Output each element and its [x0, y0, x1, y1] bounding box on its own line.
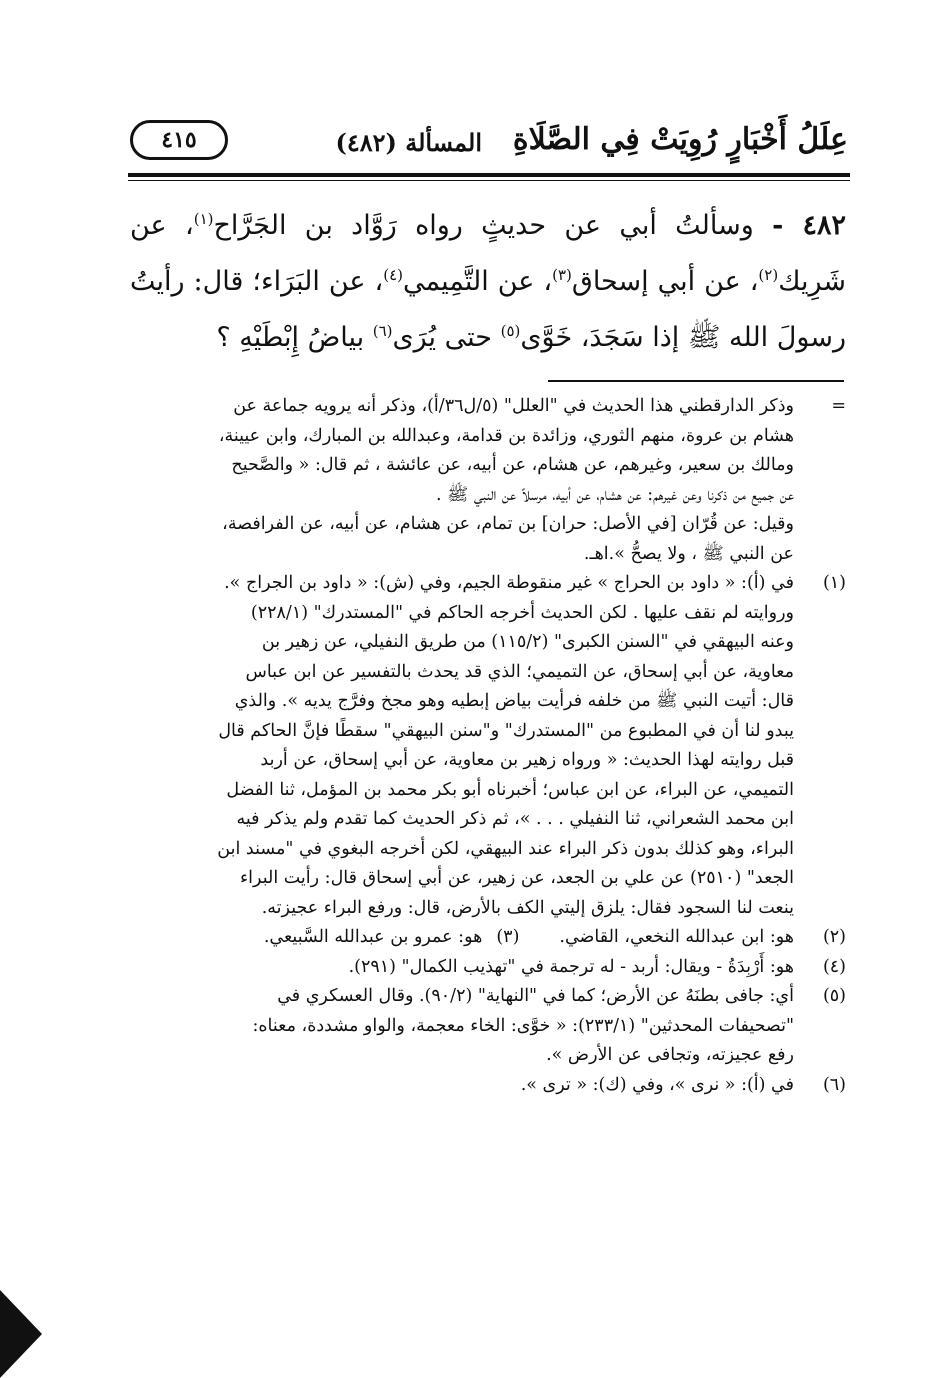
footnote-line: عن النبي ﷺ ، ولا يصحُّ ».اهـ. — [583, 543, 794, 564]
footnote-line: معاوية، عن أبي إسحاق، عن التميمي؛ الذي قد يحدث بالتفسير عن ابن عباس — [245, 661, 794, 682]
footnote-1 — [134, 569, 846, 923]
footnote-line: وعنه البيهقي في "السنن الكبرى" (١١٥/٢) من طريق النفيلي، عن زهير بن — [261, 632, 794, 652]
main-segment: ، عن شَرِيك — [130, 210, 846, 297]
main-text — [130, 198, 846, 366]
page-header — [128, 118, 848, 170]
footnote-line: عن جميع من ذكرنا وعن غيرهم: عن هشام، عن أبيه، مرسلاً عن النبي ﷺ . — [435, 484, 794, 505]
footnote-ref[interactable]: (٢) — [758, 266, 779, 284]
footnote-ref[interactable]: (٤) — [383, 266, 404, 284]
footnote-line: في (أ): « نرى »، وفي (ك): « ترى ». — [520, 1074, 794, 1095]
footnote-3 — [264, 923, 520, 953]
footnote-marker: (١) — [822, 573, 846, 593]
footnote-line: قبل روايته لهذا الحديث: « ورواه زهير بن معاوية، عن أبي إسحاق، عن أربد — [260, 750, 794, 770]
main-segment: ، عن التَّمِيمي — [403, 266, 553, 297]
footnote-line: "تصحيفات المحدثين" (٢٣٣/١): « خوَّى: الخاء معجمة، والواو مشددة، معناه: — [252, 1015, 794, 1036]
footnote-2-3 — [134, 923, 846, 953]
footnote-2-text: هو: ابن عبدالله النخعي، القاضي. — [559, 927, 794, 947]
footnote-line: هشام بن عروة، منهم الثوري، وزائدة بن قدامة، وعبدالله بن المبارك، وابن عيينة، — [218, 425, 794, 446]
footnote-line: ومالك بن سعير، وغيرهم، عن هشام، عن أبيه، عن عائشة ، ثم قال: « والصَّحيح — [231, 455, 794, 475]
footnote-marker: = — [831, 396, 846, 416]
main-segment: وسألتُ أبي عن حديثٍ رواه رَوَّاد بن الجَرَّاح — [213, 210, 754, 241]
footnote-separator — [548, 380, 844, 382]
footnote-continuation — [134, 392, 846, 569]
footnote-ref[interactable]: (٥) — [500, 322, 521, 340]
footnote-6 — [134, 1071, 846, 1101]
footnote-ref[interactable]: (١) — [193, 210, 214, 228]
main-segment: ، عن البَرَاء؛ قال: رأيتُ رسولَ الله ﷺ إذا سَجَدَ، خَوَّى — [130, 266, 846, 353]
footnote-line: وقيل: عن قُرّان [في الأصل: حران] بن تمام، عن هشام، عن أبيه، عن الفرافصة، — [222, 514, 794, 534]
footnote-line: ابن محمد الشعراني، ثنا النفيلي . . . »، ثم ذكر الحديث كما تقدم ولم يذكر فيه — [236, 809, 794, 829]
page-corner-arrow-icon — [0, 1290, 42, 1378]
footnote-line: وروايته لم نقف عليها . لكن الحديث أخرجه الحاكم في "المستدرك" (٢٢٨/١) — [250, 602, 794, 623]
footnote-line: البراء، وهو كذلك بدون ذكر البراء عند البيهقي، لكن أخرجه البغوي في "مسند ابن — [217, 838, 794, 859]
footnote-ref[interactable]: (٦) — [372, 322, 393, 340]
main-segment: بياضُ إِبْطَيْهِ ؟ — [216, 322, 373, 353]
footnote-4 — [134, 953, 846, 983]
footnote-line: الجعد" (٢٥١٠) عن علي بن الجعد، عن زهير، عن أبي إسحاق قال: رأيت البراء — [239, 868, 794, 888]
footnote-marker: (٢) — [822, 927, 846, 947]
footnote-marker: (٤) — [822, 956, 846, 977]
footnote-line: يبدو لنا أن في المطبوع من "المستدرك" و"سنن البيهقي" سقطًا فإنَّ الحاكم قال — [218, 720, 794, 741]
book-title: عِلَلُ أَخْبَارٍ رُوِيَتْ فِي الصَّلَاةِ — [512, 122, 848, 157]
footnote-line: التميمي، عن البراء، عن ابن عباس؛ أخبرناه أبو بكر محمد بن المؤمل، ثنا الفضل — [226, 779, 794, 800]
footnote-line: ينعت لنا السجود فقال: يلزق إليتي الكف بالأرض، قال: ورفع البراء عجيزته. — [261, 897, 794, 918]
footnote-ref[interactable]: (٣) — [552, 266, 572, 284]
footnote-3-text: هو: عمرو بن عبدالله السَّبيعي. — [263, 927, 483, 947]
main-segment: ، عن أبي إسحاق — [571, 266, 759, 297]
footnote-line: أي: جافى بطنَهُ عن الأرض؛ كما في "النهاية" (٩٠/٢). وقال العسكري في — [277, 986, 794, 1006]
issue-number: ٤٨٢ - — [772, 210, 846, 241]
footnote-marker: (٥) — [822, 986, 846, 1006]
footnote-line: في (أ): « داود بن الحراج » غير منقوطة الجيم، وفي (ش): « داود بن الجراج ». — [224, 573, 794, 593]
page-number-badge: ٤١٥ — [130, 120, 228, 160]
footnote-line: هو: أَرْبِدَةُ - ويقال: أربد - له ترجمة في "تهذيب الكمال" (٢٩١). — [348, 956, 794, 977]
footnotes — [134, 392, 846, 1100]
footnote-line: قال: أتيت النبي ﷺ من خلفه فرأيت بياض إبطيه وهو مجخ وفرَّج يديه ». والذي — [234, 691, 794, 711]
header-rule-thin — [128, 180, 850, 181]
footnote-line: وذكر الدارقطني هذا الحديث في "العلل" (٥/ل٣٦/أ)، وذكر أنه يرويه جماعة عن — [233, 396, 794, 416]
footnote-line: رفع عجيزته، وتجافى عن الأرض ». — [546, 1045, 794, 1065]
issue-label: المسألة (٤٨٢) — [335, 128, 482, 157]
footnote-pair — [134, 923, 794, 953]
main-segment: حتى يُرَى — [392, 322, 501, 353]
footnote-marker: (٣) — [496, 927, 520, 947]
header-rule-thick — [128, 173, 850, 177]
footnote-marker: (٦) — [822, 1074, 846, 1095]
footnote-5 — [134, 982, 846, 1071]
